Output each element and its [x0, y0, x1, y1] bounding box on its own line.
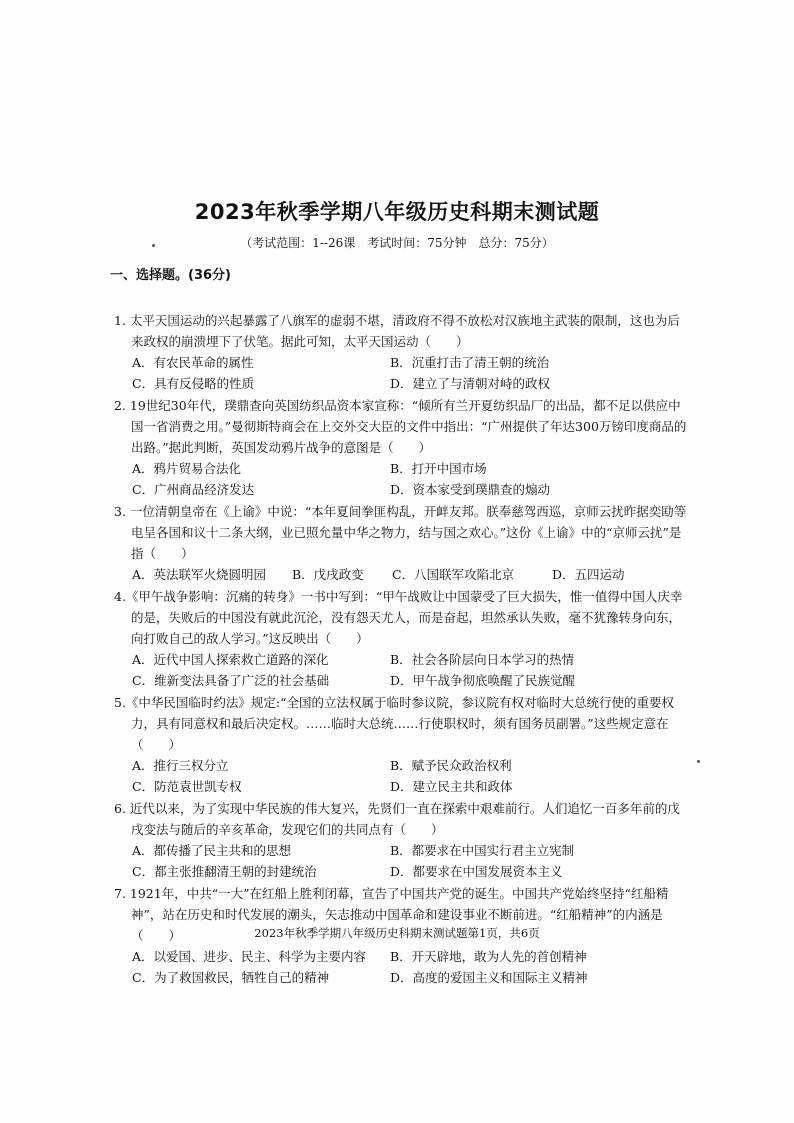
options: [116, 352, 690, 394]
question-5: [116, 692, 690, 797]
question-stem: 6. 近代以来，为了实现中华民族的伟大复兴，先贤们一直在探索中艰难前行。人们追忆一百多年前的戊戌变法与随后的辛亥革命，发现它们的共同点有（ ）: [114, 801, 680, 837]
option-b: B．戊戌政变: [292, 567, 364, 582]
option-c: C．八国联军攻陷北京: [392, 567, 515, 582]
option-c: C．广州商品经济发达: [132, 482, 255, 497]
option-d: D．高度的爱国主义和国际主义精神: [390, 970, 588, 985]
option-d: D．甲午战争彻底唤醒了民族觉醒: [390, 673, 576, 688]
options: [116, 755, 690, 797]
option-d: D．都要求在中国发展资本主义: [390, 864, 563, 879]
options: [116, 840, 690, 882]
options: [116, 946, 690, 988]
section-heading: 一、选择题。(36分): [110, 268, 231, 283]
option-a: A．推行三权分立: [132, 758, 229, 773]
question-4: [116, 586, 690, 691]
question-stem: 5.《中华民国临时约法》规定:“全国的立法权属于临时参议院，参议院有权对临时大总统行使的重要权力，具有同意权和最后决定权。……临时大总统……行使职权时，须有国务员副署。”这些规定意在（ ）: [114, 695, 675, 752]
option-c: C．防范袁世凯专权: [132, 779, 242, 794]
option-b: B．开天辟地，敢为人先的首创精神: [390, 949, 587, 964]
question-6: [116, 798, 690, 882]
question-stem: 1. 太平天国运动的兴起暴露了八旗军的虚弱不堪，清政府不得不放松对汉族地主武装的限制，这也为后来政权的崩溃埋下了伏笔。据此可知，太平天国运动（ ）: [114, 313, 680, 349]
question-stem: 2. 19世纪30年代，璞鼎查向英国纺织品资本家宣称：“倾所有兰开夏纺织品厂的出品，都不足以供应中国一省消费之用。”曼彻斯特商会在上交外交大臣的文件中指出：“广州提供了年达300万镑印度商品的出路。”据此判断，英国发动鸦片战争的意图是（ ）: [114, 398, 687, 455]
scan-speck: [697, 760, 700, 763]
option-a: A．近代中国人探索救亡道路的深化: [132, 652, 329, 667]
option-b: B．打开中国市场: [390, 461, 487, 476]
option-b: B．赋予民众政治权利: [390, 758, 512, 773]
option-d: D．资本家受到璞鼎查的煽动: [390, 482, 551, 497]
option-b: B．沉重打击了清王朝的统治: [390, 355, 550, 370]
question-2: [116, 395, 690, 500]
options: [116, 458, 690, 500]
question-stem: 4.《甲午战争影响：沉痛的转身》一书中写到：“甲午战败让中国蒙受了巨大损失，惟一值得中国人庆幸的是，失败后的中国没有就此沉沦，没有怨天尤人，而是奋起，坦然承认失败，毫不犹豫转身向东，向打败自己的敌人学习。”这反映出（ ）: [114, 589, 683, 646]
option-a: A．鸦片贸易合法化: [132, 461, 242, 476]
option-d: D．五四运动: [552, 567, 625, 582]
option-d: D．建立民主共和政体: [390, 779, 513, 794]
options: [116, 649, 690, 691]
option-a: A．有农民革命的属性: [132, 355, 254, 370]
option-b: B．都要求在中国实行君主立宪制: [390, 843, 575, 858]
question-3: [116, 501, 690, 585]
option-a: A．以爱国、进步、民主、科学为主要内容: [132, 949, 367, 964]
option-a: A．英法联军火烧圆明园: [132, 567, 267, 582]
option-d: D．建立了与清朝对峙的政权: [390, 376, 551, 391]
exam-title: 2023年秋季学期八年级历史科期末测试题: [194, 200, 600, 224]
page-footer: 2023年秋季学期八年级历史科期末测试题第1页，共6页: [254, 926, 540, 940]
question-1: [116, 310, 690, 394]
option-b: B．社会各阶层向日本学习的热情: [390, 652, 575, 667]
option-c: C．都主张推翻清王朝的封建统治: [132, 864, 317, 879]
option-a: A．都传播了民主共和的思想: [132, 843, 292, 858]
question-stem: 3. 一位清朝皇帝在《上谕》中说：“本年夏间拳匪构乱，开衅友邦。朕奉慈驾西巡，京师云扰昨据奕劻等电呈各国和议十二条大纲，业已照允量中华之物力，结与国之欢心。”这份《上谕》中的“京师云扰”是指（ ）: [114, 504, 687, 561]
options: [116, 564, 690, 585]
scan-speck: [152, 244, 155, 247]
exam-subtitle: （考试范围：1--26课 考试时间：75分钟 总分：75分）: [240, 236, 554, 250]
option-c: C．具有反侵略的性质: [132, 376, 255, 391]
option-c: C．维新变法具备了广泛的社会基础: [132, 673, 330, 688]
question-stem: 7. 1921年，中共“一大”在红船上胜利闭幕，宣告了中国共产党的诞生。中国共产党始终坚持“红船精神”，站在历史和时代发展的潮头，矢志推动中国革命和建设事业不断前进。“红船精神”的内涵是（ ）: [114, 886, 669, 943]
option-c: C．为了救国救民，牺牲自己的精神: [132, 970, 330, 985]
questions-list: [116, 310, 690, 989]
